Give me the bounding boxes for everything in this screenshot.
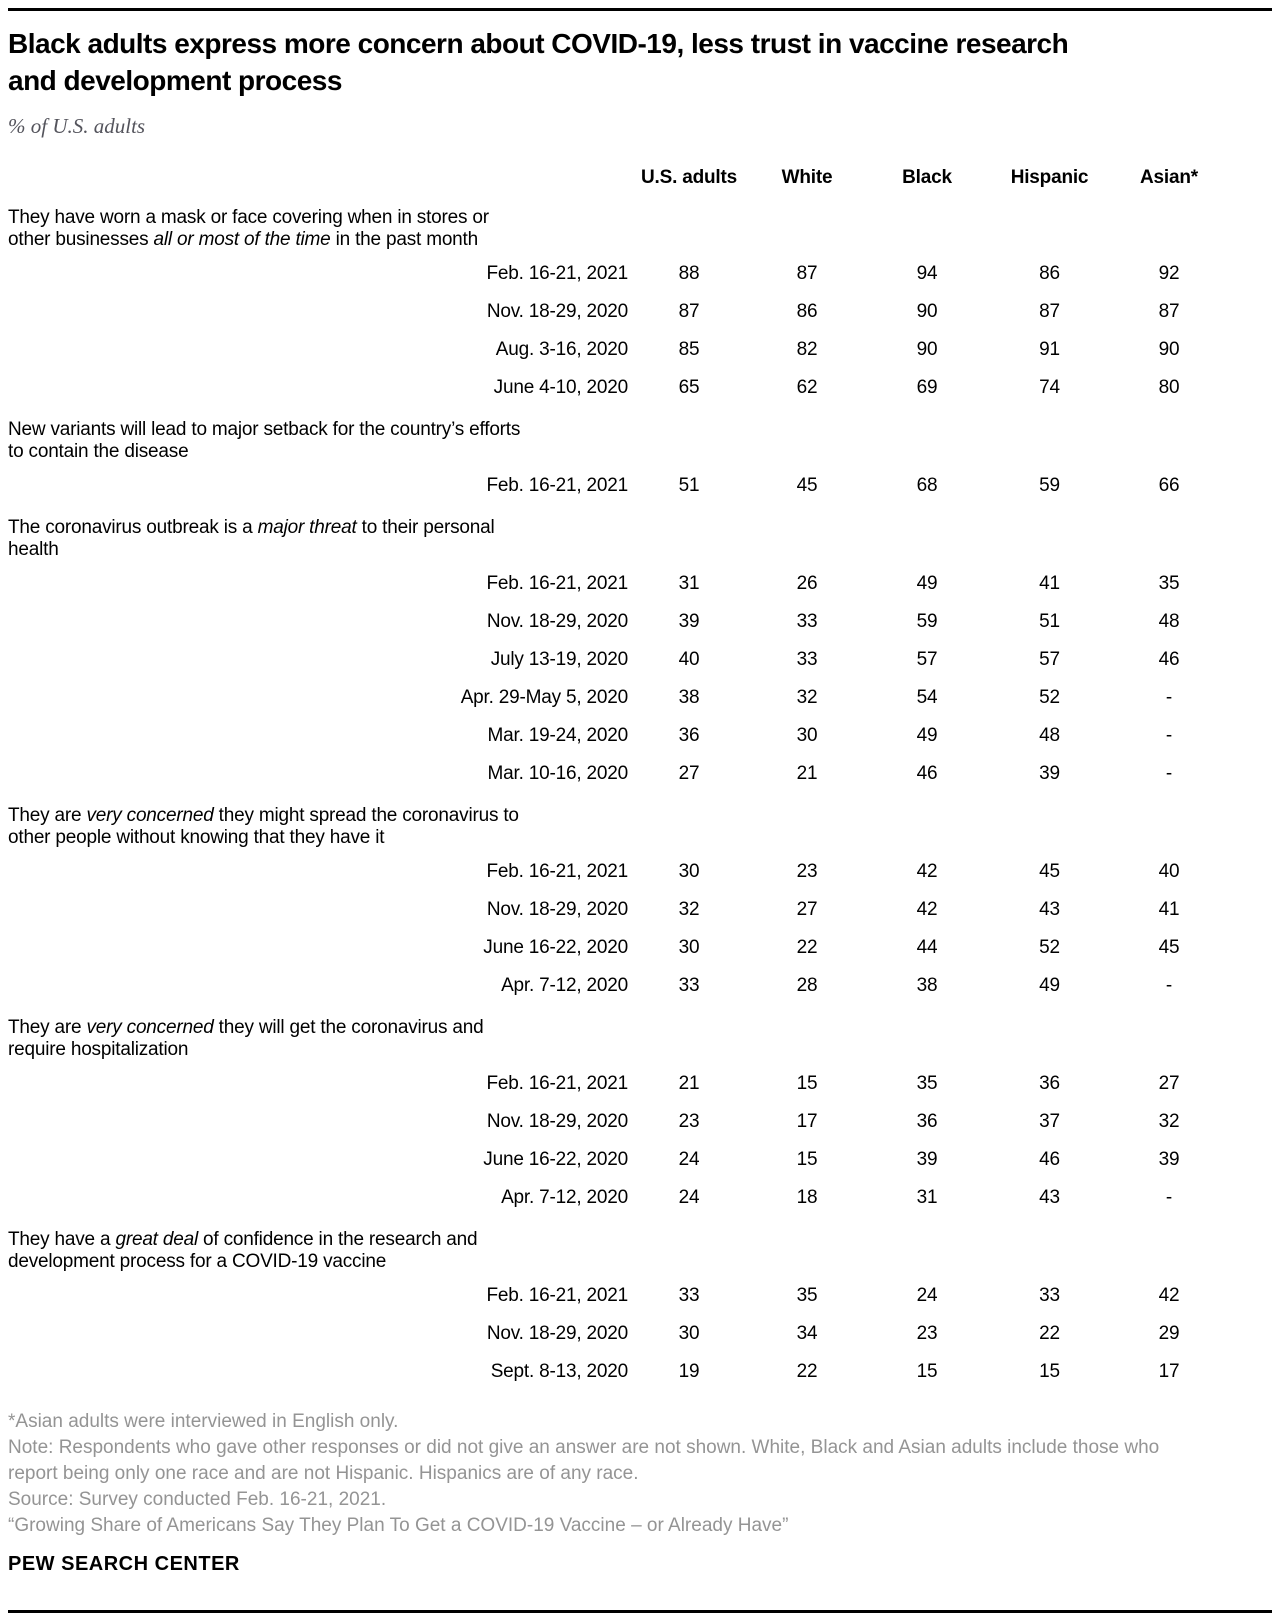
section-label-line: New variants will lead to major setback for the country’s efforts: [8, 419, 521, 440]
cell-value: 46: [916, 763, 938, 784]
row-date: Feb. 16-21, 2021: [486, 1073, 628, 1094]
section-label-line: The coronavirus outbreak is a major threat to their personal: [8, 517, 495, 538]
cell-value: 49: [1039, 975, 1060, 996]
cell-value: 69: [916, 377, 938, 398]
table-row: [8, 255, 1227, 293]
cell-value: 31: [916, 1187, 938, 1208]
cell-value: 17: [1158, 1361, 1180, 1382]
cell-value: 59: [916, 611, 938, 632]
cell-value: 36: [916, 1111, 938, 1132]
cell-value: 23: [678, 1111, 700, 1132]
cell-value: 87: [1039, 301, 1060, 322]
cell-value: 29: [1158, 1323, 1180, 1344]
col-header-white: White: [781, 167, 833, 188]
row-date: July 13-19, 2020: [490, 649, 628, 670]
cell-value: 48: [1039, 725, 1060, 746]
section-header-row: [8, 407, 1227, 467]
figure-subtitle: % of U.S. adults: [8, 114, 146, 138]
cell-value: -: [1165, 763, 1173, 784]
cell-value: 80: [1158, 377, 1180, 398]
cell-value: 23: [796, 861, 818, 882]
table-row: [8, 1277, 1227, 1315]
section-label-line: They have a great deal of confidence in the research and: [8, 1229, 478, 1250]
row-date: Apr. 7-12, 2020: [501, 975, 628, 996]
cell-value: 85: [678, 339, 700, 360]
cell-value: 46: [1039, 1149, 1060, 1170]
cell-value: 33: [678, 975, 700, 996]
col-header-hispanic: Hispanic: [1010, 167, 1089, 188]
figure-title-line-1: Black adults express more concern about COVID-19, less trust in vaccine research: [8, 28, 1069, 59]
row-date: Feb. 16-21, 2021: [486, 263, 628, 284]
cell-value: 42: [916, 899, 938, 920]
cell-value: 32: [796, 687, 818, 708]
cell-value: 39: [1039, 763, 1060, 784]
row-date: Aug. 3-16, 2020: [495, 339, 628, 360]
cell-value: 92: [1158, 263, 1180, 284]
section-header-row: [8, 1217, 1227, 1277]
cell-value: 45: [1039, 861, 1060, 882]
cell-value: 43: [1039, 1187, 1060, 1208]
cell-value: 21: [678, 1073, 700, 1094]
table-row: [8, 369, 1227, 407]
cell-value: 48: [1158, 611, 1180, 632]
cell-value: 66: [1158, 475, 1180, 496]
cell-value: 40: [1158, 861, 1180, 882]
cell-value: 52: [1039, 937, 1060, 958]
note-report-title: “Growing Share of Americans Say They Plan To Get a COVID-19 Vaccine – or Already Have”: [8, 1515, 789, 1536]
cell-value: 39: [916, 1149, 938, 1170]
cell-value: 39: [678, 611, 700, 632]
table-row: [8, 717, 1227, 755]
cell-value: 45: [1158, 937, 1180, 958]
row-date: Mar. 10-16, 2020: [487, 763, 628, 784]
table-row: [8, 1141, 1227, 1179]
table-row: [8, 1065, 1227, 1103]
cell-value: 28: [796, 975, 818, 996]
cell-value: 30: [796, 725, 818, 746]
cell-value: 74: [1039, 377, 1060, 398]
table-row: [8, 293, 1227, 331]
table-row: [8, 603, 1227, 641]
cell-value: 41: [1039, 573, 1060, 594]
cell-value: 22: [796, 937, 818, 958]
bottom-rule: [8, 1610, 1272, 1613]
section-label-line: to contain the disease: [8, 441, 189, 462]
cell-value: 30: [678, 1323, 700, 1344]
cell-value: 88: [678, 263, 700, 284]
cell-value: 51: [1039, 611, 1060, 632]
section-label-line: other people without knowing that they have it: [8, 827, 385, 848]
row-date: Feb. 16-21, 2021: [486, 475, 628, 496]
cell-value: 52: [1039, 687, 1060, 708]
cell-value: 45: [796, 475, 818, 496]
cell-value: 59: [1039, 475, 1060, 496]
row-date: Apr. 29-May 5, 2020: [460, 687, 628, 708]
row-date: Feb. 16-21, 2021: [486, 573, 628, 594]
top-rule: [8, 8, 1272, 11]
cell-value: 34: [796, 1323, 818, 1344]
cell-value: 37: [1039, 1111, 1060, 1132]
column-header-row: [8, 159, 1227, 195]
cell-value: 44: [916, 937, 938, 958]
cell-value: 17: [796, 1111, 818, 1132]
cell-value: 30: [678, 861, 700, 882]
section-label: [8, 1217, 1227, 1277]
cell-value: 54: [916, 687, 938, 708]
cell-value: 33: [796, 649, 818, 670]
cell-value: 40: [678, 649, 700, 670]
cell-value: 94: [916, 263, 938, 284]
section-label-line: They have worn a mask or face covering when in stores or: [8, 207, 489, 228]
section-label-line: development process for a COVID-19 vaccine: [8, 1251, 387, 1272]
row-date: Feb. 16-21, 2021: [486, 1285, 628, 1306]
cell-value: 65: [678, 377, 700, 398]
section-label-line: They are very concerned they might spread the coronavirus to: [8, 805, 519, 826]
note-source: Source: Survey conducted Feb. 16-21, 2021.: [8, 1489, 387, 1510]
cell-value: 82: [796, 339, 818, 360]
cell-value: 33: [796, 611, 818, 632]
cell-value: 49: [916, 725, 938, 746]
cell-value: 15: [796, 1149, 818, 1170]
row-date: June 4-10, 2020: [493, 377, 628, 398]
cell-value: 35: [916, 1073, 938, 1094]
table-row: [8, 755, 1227, 793]
cell-value: -: [1165, 725, 1173, 746]
table-row: [8, 331, 1227, 369]
table-row: [8, 891, 1227, 929]
survey-table-body: [8, 195, 1227, 1391]
cell-value: 49: [916, 573, 938, 594]
row-date: Nov. 18-29, 2020: [486, 899, 628, 920]
section-header-row: [8, 793, 1227, 853]
cell-value: 30: [678, 937, 700, 958]
section-label: [8, 793, 1227, 853]
cell-value: 35: [1158, 573, 1180, 594]
row-date: Feb. 16-21, 2021: [486, 861, 628, 882]
cell-value: 32: [678, 899, 700, 920]
row-date: Nov. 18-29, 2020: [486, 1323, 628, 1344]
cell-value: 21: [796, 763, 818, 784]
brand-line: PEW SEARCH CENTER: [8, 1553, 240, 1575]
table-row: [8, 853, 1227, 891]
cell-value: 27: [1158, 1073, 1180, 1094]
section-label-line: They are very concerned they will get the coronavirus and: [8, 1017, 484, 1038]
cell-value: 51: [678, 475, 700, 496]
row-date: June 16-22, 2020: [483, 937, 628, 958]
cell-value: 91: [1039, 339, 1060, 360]
cell-value: 39: [1158, 1149, 1180, 1170]
label-column-header: [8, 159, 630, 195]
cell-value: 15: [796, 1073, 818, 1094]
row-date: Nov. 18-29, 2020: [486, 301, 628, 322]
cell-value: 36: [1039, 1073, 1060, 1094]
cell-value: 31: [678, 573, 700, 594]
note-line-2: report being only one race and are not Hispanic. Hispanics are of any race.: [8, 1463, 639, 1484]
cell-value: 32: [1158, 1111, 1180, 1132]
cell-value: -: [1165, 1187, 1173, 1208]
table-row: [8, 1103, 1227, 1141]
row-date: June 16-22, 2020: [483, 1149, 628, 1170]
cell-value: 15: [916, 1361, 938, 1382]
cell-value: 22: [796, 1361, 818, 1382]
section-header-row: [8, 1005, 1227, 1065]
table-row: [8, 679, 1227, 717]
cell-value: 68: [916, 475, 938, 496]
table-row: [8, 467, 1227, 505]
cell-value: 86: [796, 301, 818, 322]
cell-value: 24: [678, 1149, 700, 1170]
row-date: Sept. 8-13, 2020: [490, 1361, 628, 1382]
row-date: Nov. 18-29, 2020: [486, 611, 628, 632]
cell-value: 27: [678, 763, 700, 784]
cell-value: 57: [1039, 649, 1060, 670]
cell-value: 87: [796, 263, 818, 284]
cell-value: 27: [796, 899, 818, 920]
cell-value: 23: [916, 1323, 938, 1344]
table-row: [8, 565, 1227, 603]
cell-value: 15: [1039, 1361, 1060, 1382]
col-header-us-adults: U.S. adults: [641, 167, 737, 188]
section-label-line: require hospitalization: [8, 1039, 189, 1060]
cell-value: 46: [1158, 649, 1180, 670]
section-label: [8, 1005, 1227, 1065]
cell-value: -: [1165, 975, 1173, 996]
cell-value: 90: [1158, 339, 1180, 360]
row-date: Nov. 18-29, 2020: [486, 1111, 628, 1132]
col-header-asian: Asian*: [1140, 167, 1198, 188]
cell-value: 19: [678, 1361, 700, 1382]
cell-value: 87: [1158, 301, 1180, 322]
note-asian-footnote: *Asian adults were interviewed in English only.: [8, 1411, 399, 1432]
section-label: [8, 407, 1227, 467]
cell-value: 90: [916, 301, 938, 322]
cell-value: 18: [796, 1187, 818, 1208]
survey-table: [8, 159, 1227, 1391]
section-label-line: health: [8, 539, 59, 560]
cell-value: 35: [796, 1285, 818, 1306]
cell-value: 24: [678, 1187, 700, 1208]
cell-value: 43: [1039, 899, 1060, 920]
cell-value: 26: [796, 573, 818, 594]
section-label-line: other businesses all or most of the time in the past month: [8, 229, 478, 250]
cell-value: 42: [916, 861, 938, 882]
cell-value: 24: [916, 1285, 938, 1306]
cell-value: 62: [796, 377, 818, 398]
figure-title-line-2: and development process: [8, 65, 342, 96]
figure-title: [8, 25, 1272, 99]
section-label: [8, 505, 1227, 565]
cell-value: 22: [1039, 1323, 1060, 1344]
cell-value: -: [1165, 687, 1173, 708]
section-label: [8, 195, 1227, 255]
cell-value: 33: [1039, 1285, 1060, 1306]
table-row: [8, 929, 1227, 967]
table-row: [8, 1353, 1227, 1391]
cell-value: 41: [1158, 899, 1180, 920]
row-date: Mar. 19-24, 2020: [487, 725, 628, 746]
figure-notes: [8, 1409, 1272, 1539]
cell-value: 86: [1039, 263, 1060, 284]
note-line-1: Note: Respondents who gave other responses or did not give an answer are not shown. White, Black and Asian adults include those who: [8, 1437, 1160, 1458]
table-row: [8, 967, 1227, 1005]
table-row: [8, 1315, 1227, 1353]
section-header-row: [8, 505, 1227, 565]
cell-value: 33: [678, 1285, 700, 1306]
cell-value: 36: [678, 725, 700, 746]
col-header-black: Black: [902, 167, 952, 188]
cell-value: 42: [1158, 1285, 1180, 1306]
cell-value: 90: [916, 339, 938, 360]
row-date: Apr. 7-12, 2020: [501, 1187, 628, 1208]
table-row: [8, 641, 1227, 679]
cell-value: 87: [678, 301, 700, 322]
table-row: [8, 1179, 1227, 1217]
section-header-row: [8, 195, 1227, 255]
cell-value: 38: [678, 687, 700, 708]
cell-value: 38: [916, 975, 938, 996]
cell-value: 57: [916, 649, 938, 670]
